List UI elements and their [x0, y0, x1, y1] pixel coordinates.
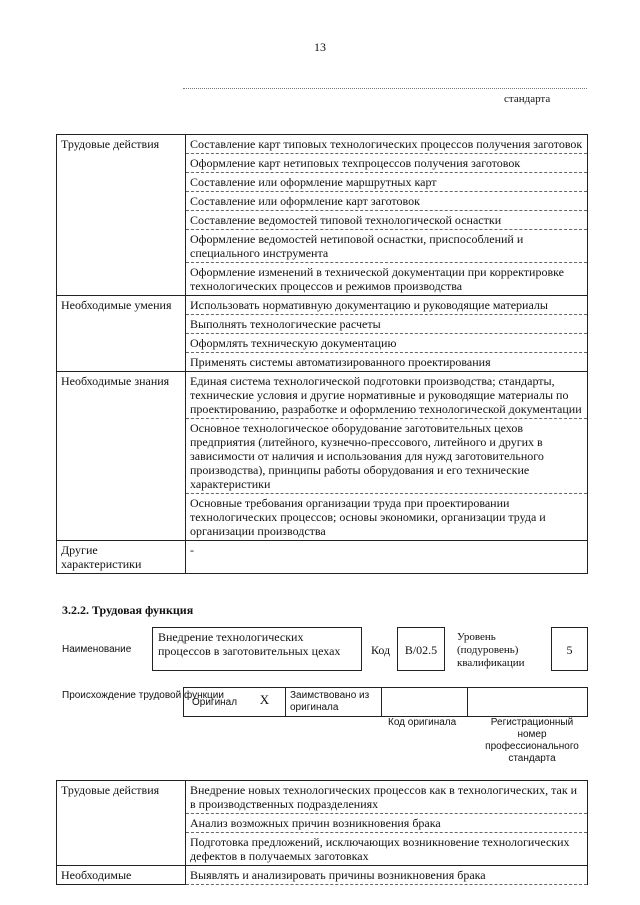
level-label: Уровень (подуровень) квалификации — [457, 631, 525, 669]
page-number: 13 — [314, 40, 326, 54]
row-head-other: Другие характеристики — [57, 541, 186, 574]
origin-reg-cell — [468, 688, 587, 716]
code-label: Код — [371, 643, 391, 657]
caption-reg: Регистрационный номер профессионального стандарта — [485, 717, 579, 764]
caption-code: Код оригинала — [388, 717, 457, 728]
table-cell: - — [186, 541, 588, 574]
table-cell: Использовать нормативную документацию и руководящие материалы — [186, 296, 588, 315]
code-value-box: B/02.5 — [397, 627, 445, 671]
name-label: Наименование — [62, 644, 132, 655]
row-head-skills: Необходимые умения — [57, 296, 186, 372]
table-cell: Применять системы автоматизированного проектирования — [186, 353, 588, 372]
section-title: 3.2.2. Трудовая функция — [62, 603, 194, 617]
origin-label: Происхождение трудовой функции — [62, 690, 224, 701]
table-cell: Основные требования организации труда при проектировании технологических процессов; основы экономики, организации труда и организации производства — [186, 494, 588, 541]
table-cell: Составление ведомостей типовой технологической оснастки — [186, 211, 588, 230]
header-rule — [183, 88, 587, 89]
row-head-actions: Трудовые действия — [57, 135, 186, 296]
function-table-2 — [56, 780, 588, 885]
table-cell: Единая система технологической подготовки производства; стандарты, технические условия и другие нормативные и руководящие материалы по проектированию, разработке и оформлению технологической документации — [186, 372, 588, 419]
row-head-skills: Необходимые — [57, 866, 186, 885]
table-cell: Составление или оформление карт заготовок — [186, 192, 588, 211]
function-name-box: Внедрение технологических процессов в заготовительных цехах — [152, 627, 362, 671]
table-cell: Подготовка предложений, исключающих возникновение технологических дефектов в получаемых заготовках — [186, 833, 588, 866]
table-cell: Оформление ведомостей нетиповой оснастки, приспособлений и специального инструмента — [186, 230, 588, 263]
table-cell: Оформление изменений в технической документации при корректировке технологических процессов и режимов производства — [186, 263, 588, 296]
function-table-1 — [56, 134, 588, 574]
origin-mark: X — [244, 688, 286, 716]
origin-code-cell — [382, 688, 468, 716]
table-cell: Внедрение новых технологических процессов как в технологических, так и в производственных подразделениях — [186, 781, 588, 814]
row-head-actions: Трудовые действия — [57, 781, 186, 866]
table-cell: Анализ возможных причин возникновения брака — [186, 814, 588, 833]
origin-original-label: Оригинал — [192, 697, 238, 708]
row-head-knowledge: Необходимые знания — [57, 372, 186, 541]
origin-borrowed-label: Заимствовано из оригинала — [286, 688, 382, 716]
table-cell: Основное технологическое оборудование заготовительных цехов предприятия (литейного, кузнечно-прессового, литейного и других в зависимости от наличия и использования для нужд заготовительного производства), принципы работы оборудования и его технические характеристики — [186, 419, 588, 494]
table-cell: Выполнять технологические расчеты — [186, 315, 588, 334]
table-cell: Выявлять и анализировать причины возникновения брака — [186, 866, 588, 885]
table-cell: Оформлять техническую документацию — [186, 334, 588, 353]
table-cell: Составление или оформление маршрутных карт — [186, 173, 588, 192]
table-cell: Составление карт типовых технологических процессов получения заготовок — [186, 135, 588, 154]
header-tail: стандарта — [504, 93, 551, 105]
table-cell: Оформление карт нетиповых техпроцессов получения заготовок — [186, 154, 588, 173]
origin-row — [183, 687, 588, 717]
level-value-box: 5 — [551, 627, 588, 671]
